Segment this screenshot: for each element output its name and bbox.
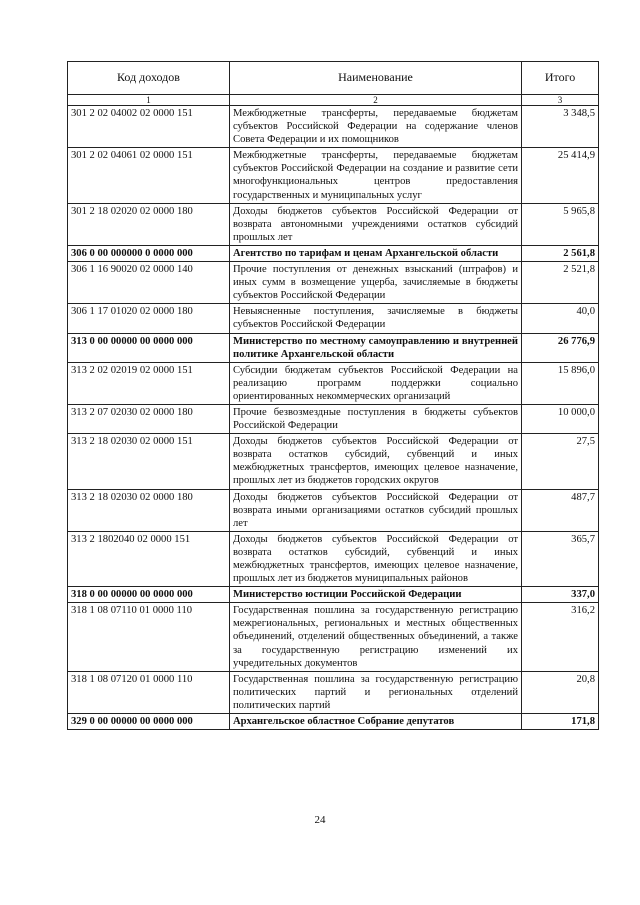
row-name: Межбюджетные трансферты, передаваемые бюджетам субъектов Российской Федерации на содержание членов Совета Федерации и их помощников [230,106,522,148]
table-row [68,434,599,489]
table-row [68,333,599,362]
row-total: 25 414,9 [522,148,599,203]
table-row [68,304,599,333]
column-number-row [68,95,599,106]
revenue-table [67,61,599,730]
table-row [68,714,599,730]
revenue-table-sheet [67,61,595,730]
header-code: Код доходов [68,62,230,95]
table-header-row [68,62,599,95]
row-total: 487,7 [522,489,599,531]
row-total: 171,8 [522,714,599,730]
row-code: 318 0 00 00000 00 0000 000 [68,587,230,603]
table-row [68,203,599,245]
row-name: Министерство юстиции Российской Федерации [230,587,522,603]
row-code: 318 1 08 07110 01 0000 110 [68,603,230,671]
row-name: Агентство по тарифам и ценам Архангельской области [230,245,522,261]
row-code: 313 2 07 02030 02 0000 180 [68,404,230,433]
row-name: Доходы бюджетов субъектов Российской Федерации от возврата остатков субсидий, субвенций и иных межбюджетных трансфертов, имеющих целевое назначение, прошлых лет из бюджетов муниципальных районов [230,531,522,586]
row-total: 20,8 [522,671,599,713]
row-code: 301 2 18 02020 02 0000 180 [68,203,230,245]
table-row [68,106,599,148]
row-code: 313 2 18 02030 02 0000 180 [68,489,230,531]
row-name: Государственная пошлина за государственную регистрацию политических партий и региональных отделений политических партий [230,671,522,713]
row-name: Министерство по местному самоуправлению и внутренней политике Архангельской области [230,333,522,362]
row-name: Архангельское областное Собрание депутатов [230,714,522,730]
row-code: 329 0 00 00000 00 0000 000 [68,714,230,730]
column-number: 3 [522,95,599,106]
table-row [68,489,599,531]
row-total: 3 348,5 [522,106,599,148]
table-row [68,587,599,603]
row-total: 316,2 [522,603,599,671]
table-row [68,404,599,433]
row-code: 313 2 02 02019 02 0000 151 [68,362,230,404]
column-number: 1 [68,95,230,106]
row-total: 10 000,0 [522,404,599,433]
row-code: 318 1 08 07120 01 0000 110 [68,671,230,713]
row-name: Доходы бюджетов субъектов Российской Федерации от возврата остатков субсидий, субвенций и иных межбюджетных трансфертов, имеющих целевое назначение, прошлых лет из бюджетов городских округов [230,434,522,489]
row-name: Доходы бюджетов субъектов Российской Федерации от возврата автономными учреждениями остатков субсидий прошлых лет [230,203,522,245]
header-name: Наименование [230,62,522,95]
row-code: 301 2 02 04061 02 0000 151 [68,148,230,203]
row-name: Субсидии бюджетам субъектов Российской Федерации на реализацию программ поддержки социально ориентированных некоммерческих организаций [230,362,522,404]
row-name: Невыясненные поступления, зачисляемые в бюджеты субъектов Российской Федерации [230,304,522,333]
row-name: Межбюджетные трансферты, передаваемые бюджетам субъектов Российской Федерации на создание и развитие сети многофункциональных центров предоставления государственных и муниципальных услуг [230,148,522,203]
table-row [68,531,599,586]
header-total: Итого [522,62,599,95]
row-total: 365,7 [522,531,599,586]
row-total: 2 561,8 [522,245,599,261]
table-row [68,245,599,261]
row-code: 306 1 17 01020 02 0000 180 [68,304,230,333]
table-row [68,603,599,671]
row-total: 5 965,8 [522,203,599,245]
row-code: 313 0 00 00000 00 0000 000 [68,333,230,362]
row-total: 26 776,9 [522,333,599,362]
row-total: 15 896,0 [522,362,599,404]
table-row [68,262,599,304]
row-name: Доходы бюджетов субъектов Российской Федерации от возврата иными организациями остатков субсидий прошлых лет [230,489,522,531]
table-row [68,671,599,713]
table-row [68,362,599,404]
row-total: 2 521,8 [522,262,599,304]
row-total: 337,0 [522,587,599,603]
column-number: 2 [230,95,522,106]
row-code: 313 2 18 02030 02 0000 151 [68,434,230,489]
row-name: Прочие безвозмездные поступления в бюджеты субъектов Российской Федерации [230,404,522,433]
row-total: 40,0 [522,304,599,333]
row-total: 27,5 [522,434,599,489]
row-code: 306 0 00 000000 0 0000 000 [68,245,230,261]
row-name: Государственная пошлина за государственную регистрацию межрегиональных, региональных и местных общественных объединений, отделений общественных объединений, а также за государственную регистрацию изменений их учредительных документов [230,603,522,671]
row-code: 301 2 02 04002 02 0000 151 [68,106,230,148]
table-row [68,148,599,203]
page-number: 24 [314,814,326,826]
row-code: 313 2 1802040 02 0000 151 [68,531,230,586]
row-name: Прочие поступления от денежных взысканий (штрафов) и иных сумм в возмещение ущерба, зачисляемые в бюджеты субъектов Российской Федерации [230,262,522,304]
row-code: 306 1 16 90020 02 0000 140 [68,262,230,304]
